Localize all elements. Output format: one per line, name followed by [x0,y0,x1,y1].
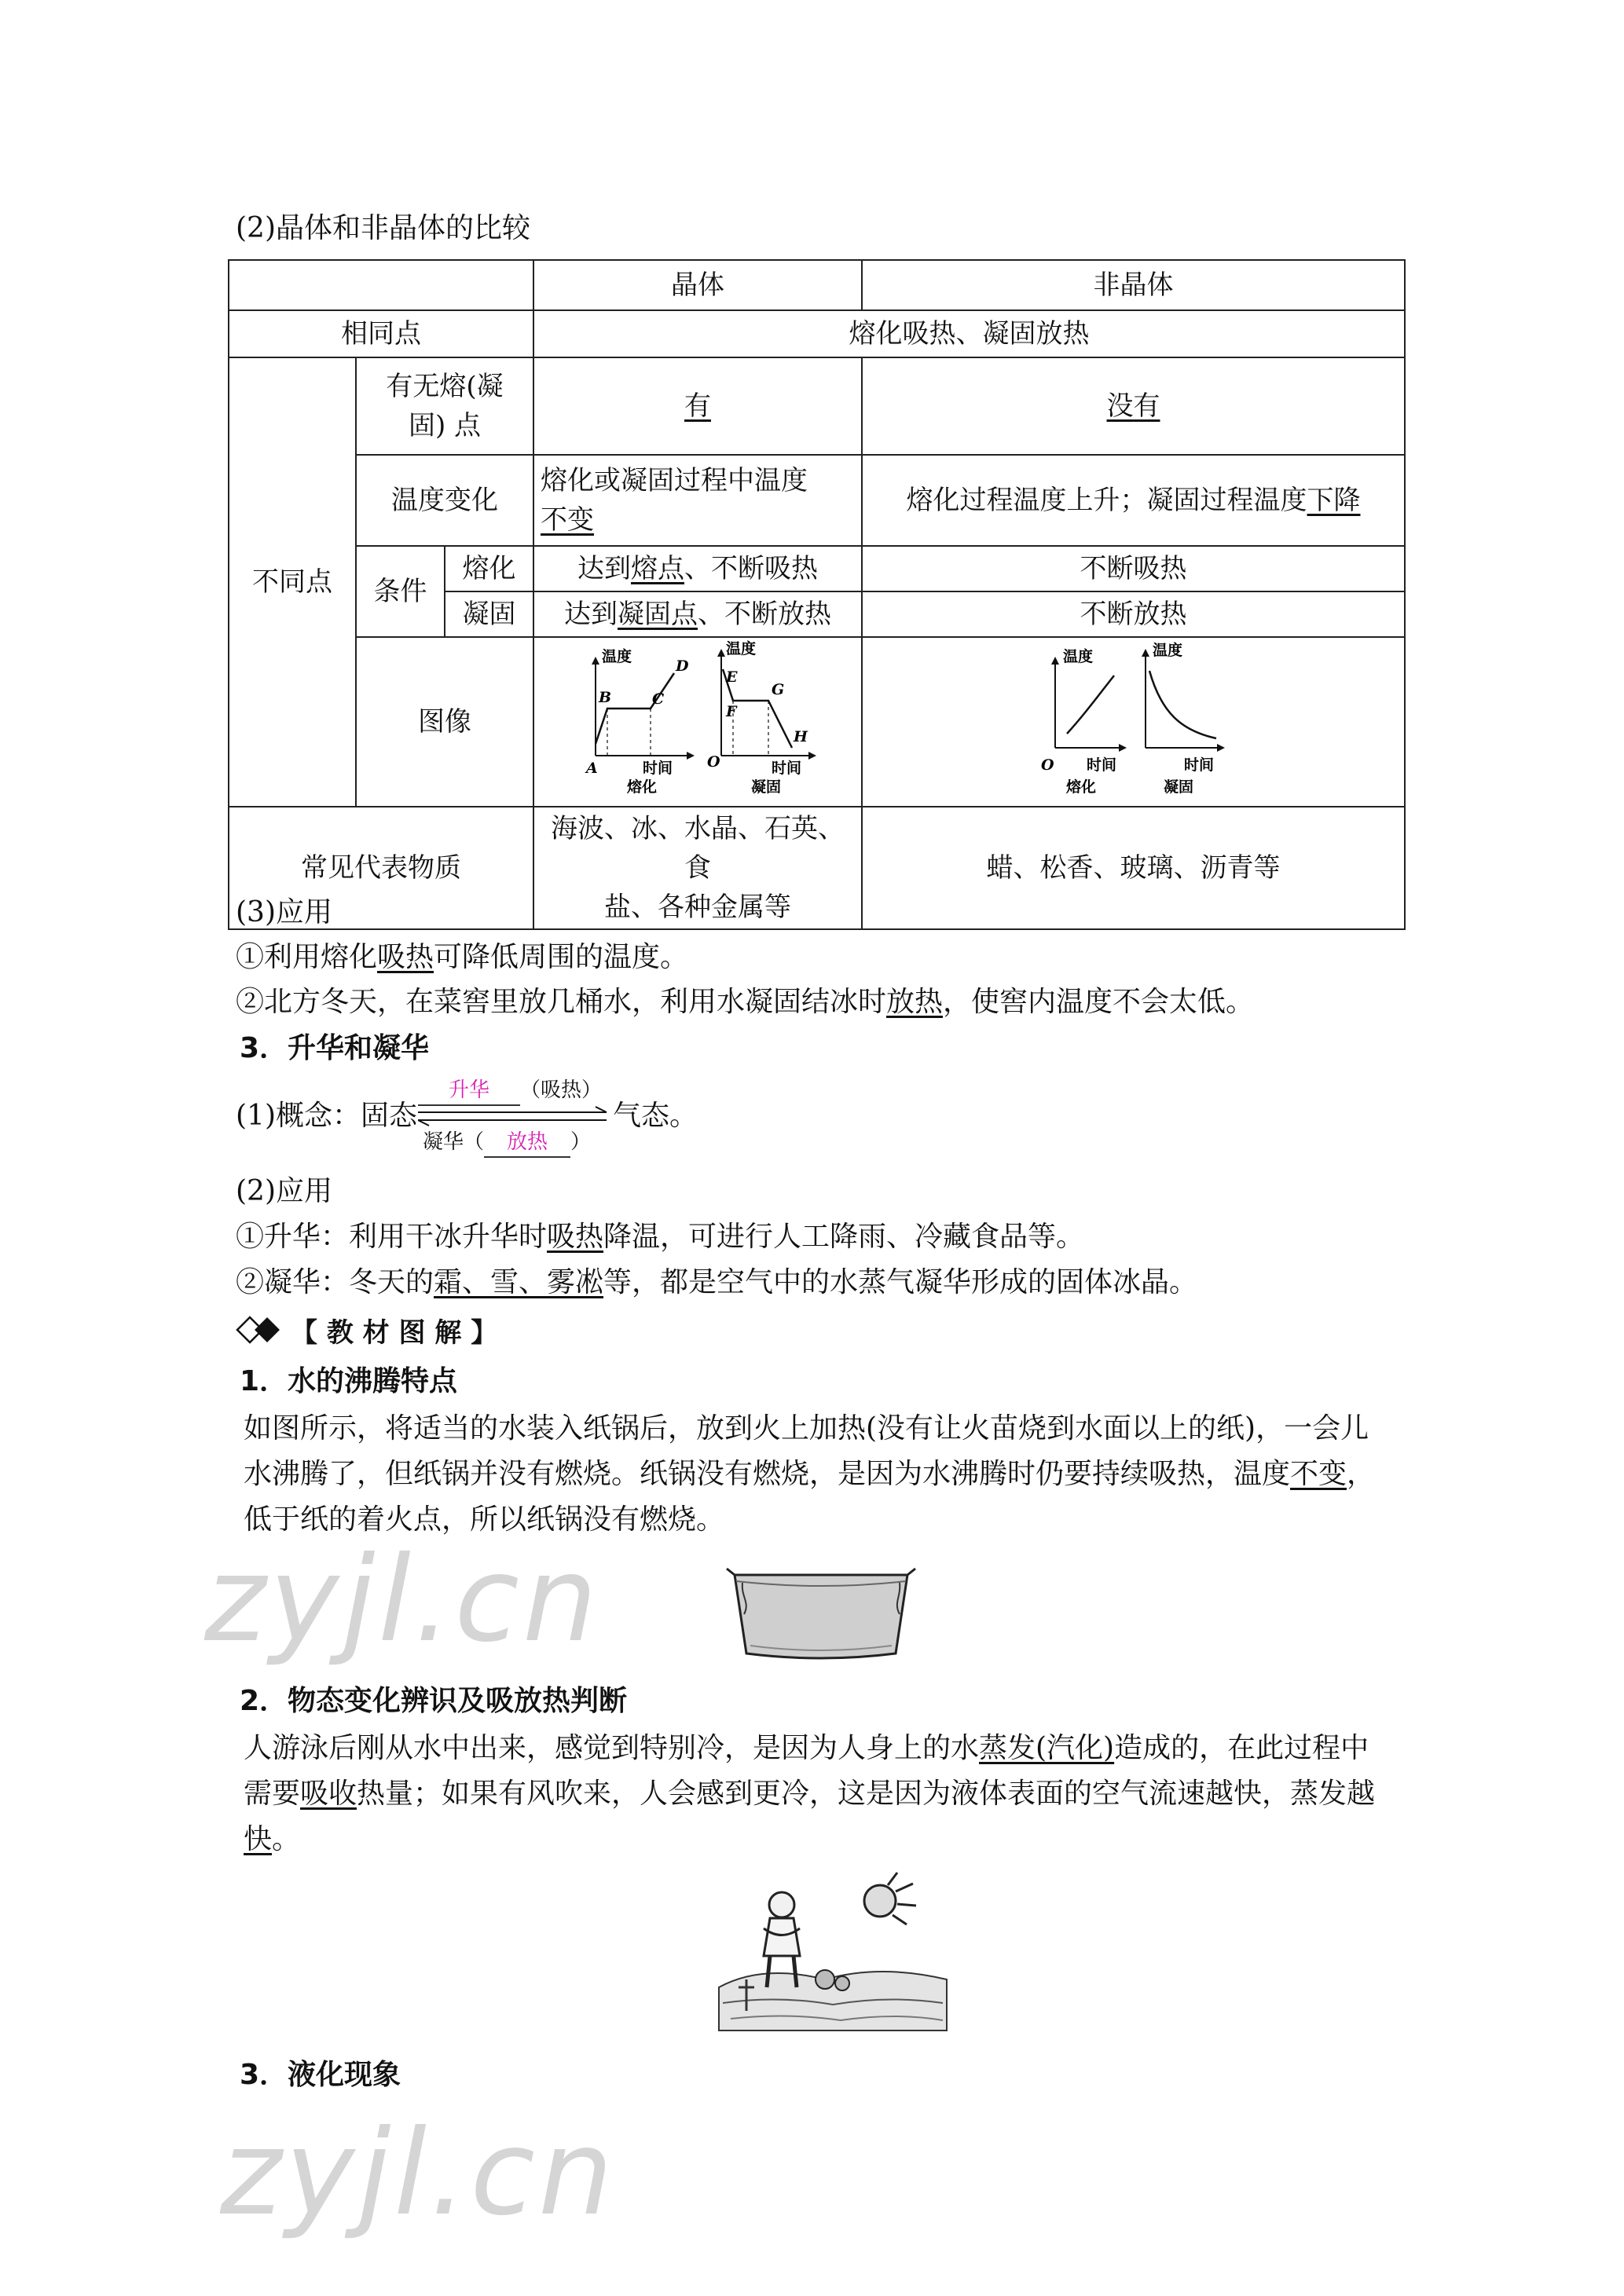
amorphous-temp: 熔化过程温度上升；凝固过程温度下降 [862,455,1405,546]
item2-line-1: 人游泳后刚从水中出来，感觉到特别冷，是因为人身上的水蒸发(汽化)造成的，在此过程中 [244,1732,1369,1764]
watermark: zyjl.cn [204,1532,601,1668]
arrow-forward-head [596,1107,607,1112]
same-value: 熔化吸热、凝固放热 [533,310,1405,357]
amorphous-melting-curve [1067,676,1114,734]
concept-diagram [236,1076,786,1163]
crystal-freezing-graph [707,639,816,795]
arrow-x [1119,744,1127,752]
upper-arrow-label [418,1076,602,1106]
caption-melt: 熔化 [1065,778,1096,795]
table-row [229,807,1405,929]
arrow-x [1217,744,1225,752]
melting-point-label-line2: 固) 点 [408,410,482,441]
item1-line-2: 水沸腾了，但纸锅并没有燃烧。纸锅没有燃烧，是因为水沸腾时仍要持续吸热，温度不变， [244,1458,1376,1490]
arrow-y [717,649,725,657]
application-line-2: ②北方冬天，在菜窖里放几桶水，利用水凝固结冰时放热，使窖内温度不会太低。 [236,986,1255,1018]
concept-prefix: (1)概念：固态 [236,1100,417,1132]
arrow-y [592,657,599,665]
arrow-x [808,752,816,760]
header-amorphous: 非晶体 [862,260,1405,310]
textbook-banner [236,1307,497,1353]
temp-label: 温度变化 [356,455,533,546]
amorphous-melting-graph [1041,647,1127,795]
arrow-y [1051,657,1059,665]
arrow-x [687,752,695,760]
caption-freeze: 凝固 [751,778,782,795]
item2-line-3: 快。 [244,1823,301,1855]
label-d: D [676,657,689,675]
graph-label: 图像 [356,637,533,807]
amorphous-freezing-graph [1142,641,1225,795]
label-time: 时间 [1183,756,1214,774]
amorphous-freeze-condition: 不断放热 [862,591,1405,637]
comparison-table [228,259,1406,930]
crystal-examples-line2: 盐、各种金属等 [604,892,791,923]
crystal-graph-svg [541,638,855,795]
item2-title: 2．物态变化辨识及吸放热判断 [240,1685,628,1717]
examples-label: 常见代表物质 [229,807,533,929]
application-line-1: ①利用熔化吸热可降低周围的温度。 [236,941,689,973]
table-row [229,310,1405,357]
label-time: 时间 [643,760,673,777]
crystal-temp-line1: 熔化或凝固过程中温度 [541,465,808,496]
crystal-temp-line2: 不变 [541,504,594,536]
freeze-label: 凝固 [445,591,533,637]
label-time: 时间 [772,760,802,777]
crystal-melting-graph [585,647,695,795]
label-temp: 温度 [602,648,632,665]
fill-release-heat: 放热 [484,1128,570,1158]
label-temp: 温度 [1062,648,1093,665]
table-row [229,637,1405,807]
upper-paren: （吸热） [520,1078,603,1102]
amorphous-freezing-curve [1149,671,1216,738]
melt-label: 熔化 [445,546,533,591]
arrow-y [1142,649,1149,657]
section-heading-application: (3)应用 [236,896,332,928]
sublimation-apply-line-1: ①升华：利用干冰升华时吸热降温，可进行人工降雨、冷藏食品等。 [236,1221,1085,1253]
fill-sublimation: 升华 [418,1076,520,1106]
table-header-row [229,260,1405,310]
lower-suffix: ） [570,1130,592,1154]
crystal-graphs [533,637,862,807]
sublimation-apply-line-2: ②凝华：冬天的霜、雪、雾凇等，都是空气中的水蒸气凝华形成的固体冰晶。 [236,1266,1198,1298]
header-crystal: 晶体 [533,260,862,310]
label-origin: O [1040,756,1054,774]
concept-suffix: 气态。 [613,1100,698,1132]
label-g: G [772,681,785,698]
lower-prefix: 凝华（ [423,1130,485,1154]
swimmer-illustration [715,1869,951,2042]
item1-paragraph [244,1406,1399,1543]
reversible-arrows [418,1106,610,1126]
crystal-examples [533,807,862,929]
label-origin: O [707,753,720,771]
amorphous-graph-svg [867,638,1401,795]
amorphous-graphs [862,637,1405,807]
crystal-melt-condition: 达到熔点、不断吸热 [533,546,862,591]
header-empty-cell [229,260,533,310]
item2-paragraph [244,1726,1399,1862]
item1-line-3: 低于纸的着火点，所以纸锅没有燃烧。 [244,1503,725,1536]
table-row [229,357,1405,455]
label-e: E [726,668,738,686]
item3-title: 3．液化现象 [240,2059,401,2091]
label-a: A [586,760,598,777]
lower-arrow-label [423,1128,591,1158]
amorphous-examples: 蜡、松香、玻璃、沥青等 [862,807,1405,929]
label-c: C [652,690,665,708]
crystal-temp [533,455,862,546]
sublimation-heading: 3．升华和凝华 [240,1032,430,1064]
banner-text: 【 教 材 图 解 】 [291,1316,498,1349]
label-time: 时间 [1086,756,1116,774]
same-label: 相同点 [229,310,533,357]
crystal-freeze-condition: 达到凝固点、不断放热 [533,591,862,637]
melting-point-label [356,357,533,455]
item1-line-1: 如图所示，将适当的水装入纸锅后，放到火上加热(没有让火苗烧到水面以上的纸)，一会儿 [244,1412,1369,1445]
item2-line-2: 需要吸收热量；如果有风吹来，人会感到更冷，这是因为液体表面的空气流速越快，蒸发越 [244,1778,1376,1810]
sublimation-apply-heading: (2)应用 [236,1175,332,1207]
caption-freeze: 凝固 [1163,778,1193,795]
arrow-backward-head [418,1120,429,1126]
amorphous-melt-condition: 不断吸热 [862,546,1405,591]
watermark: zyjl.cn [220,2105,617,2242]
table-row [229,546,1405,591]
caption-melt: 熔化 [627,778,658,795]
crystal-has-point: 有 [533,357,862,455]
label-temp: 温度 [726,640,757,657]
item1-title: 1．水的沸腾特点 [240,1365,458,1397]
crystal-examples-line1: 海波、冰、水晶、石英、食 [551,813,845,884]
label-b: B [599,689,612,706]
label-f: F [726,703,737,720]
label-h: H [794,728,808,745]
amorphous-has-point: 没有 [862,357,1405,455]
condition-label: 条件 [356,546,445,637]
diff-label: 不同点 [229,357,356,807]
paper-pot-illustration [719,1559,923,1669]
table-row [229,455,1405,546]
melting-point-label-line1: 有无熔(凝 [386,371,504,402]
section-heading-comparison: (2)晶体和非晶体的比较 [236,212,530,244]
label-temp: 温度 [1152,642,1182,659]
diamond-icon [236,1314,291,1346]
